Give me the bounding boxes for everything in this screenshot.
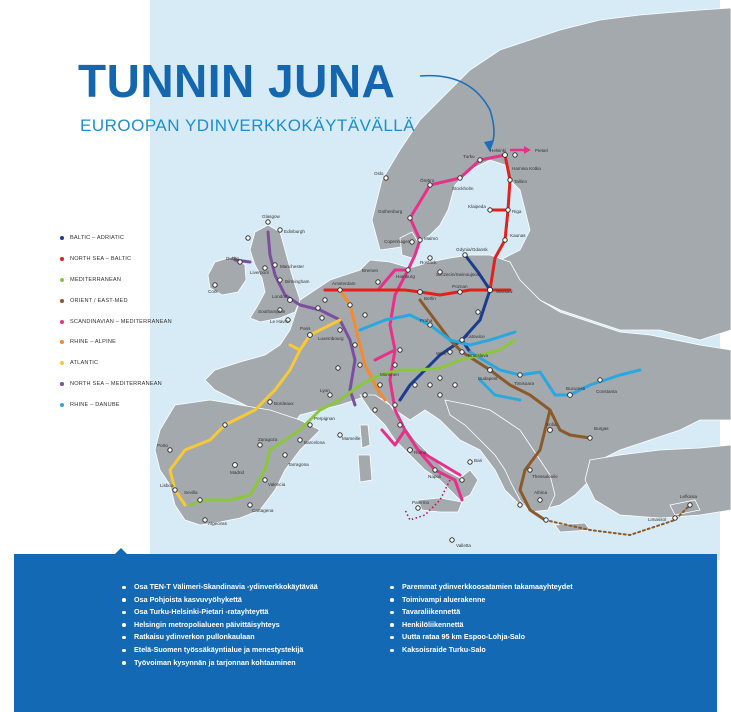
city-label-orebro: Örebro xyxy=(420,178,435,183)
city-node-bucuresti[interactable] xyxy=(568,393,573,398)
city-node-budapest[interactable] xyxy=(488,368,493,373)
city-node-helsinki[interactable] xyxy=(503,153,508,158)
city-node-dijon[interactable] xyxy=(336,366,340,370)
city-node-rotterdam[interactable] xyxy=(323,298,327,302)
city-label-napoli: Napoli xyxy=(428,474,442,479)
city-node-belfast[interactable] xyxy=(246,236,250,240)
legend-item xyxy=(60,290,172,311)
city-node-bordeaux[interactable] xyxy=(268,400,272,404)
benefits-panel xyxy=(14,554,717,712)
city-node-katowice[interactable] xyxy=(460,338,464,342)
city-label-timisoara: Timisoara xyxy=(514,381,534,386)
city-node-luxembourg[interactable] xyxy=(338,328,342,332)
city-node-algeciras[interactable] xyxy=(203,518,207,522)
city-label-lisboa: Lisboa xyxy=(160,483,174,488)
city-node-poznan[interactable] xyxy=(458,290,462,294)
city-node-burgas[interactable] xyxy=(588,436,592,440)
city-node-genova[interactable] xyxy=(373,408,377,412)
city-node-nurnberg[interactable] xyxy=(398,348,402,352)
city-label-bratislava: Bratislava xyxy=(468,353,489,358)
city-node-sofia[interactable] xyxy=(548,428,553,433)
city-node-lyon[interactable] xyxy=(328,393,332,397)
legend-dot xyxy=(60,382,64,386)
city-label-oslo: Oslo xyxy=(374,171,384,176)
city-label-tallinn: Tallinn xyxy=(514,179,528,184)
city-node-zagreb[interactable] xyxy=(453,383,457,387)
legend-label: ATLANTIC xyxy=(70,360,99,367)
city-node-birmingham[interactable] xyxy=(278,278,282,282)
city-label-roma: Roma xyxy=(414,450,427,455)
page-subtitle: EUROOPAN YDINVERKKOKÄYTÄVÄLLÄ xyxy=(80,116,416,135)
legend-item xyxy=(60,374,172,395)
city-label-burgas: Burgas xyxy=(594,426,609,431)
city-label-rostock: Rostock xyxy=(420,260,437,265)
list-item: Työvoiman kysynnän ja tarjonnan kohtaaminen xyxy=(122,657,318,670)
city-label-valletta: Valletta xyxy=(456,543,471,548)
city-label-wien: Wien xyxy=(436,351,447,356)
city-label-paris: Paris xyxy=(300,326,311,331)
city-node-copenhagen[interactable] xyxy=(410,240,414,244)
city-node-perpignan[interactable] xyxy=(308,423,312,427)
city-node-venezia[interactable] xyxy=(413,383,417,387)
city-label-gothenburg: Gothenburg xyxy=(378,209,403,214)
city-node-milano[interactable] xyxy=(378,383,382,387)
legend-label: NORTH SEA – MEDITERRANEAN xyxy=(70,380,162,387)
city-label-manchester: Manchester xyxy=(280,264,305,269)
city-label-praha: Praha xyxy=(420,318,433,323)
legend-label: MEDITERRANEAN xyxy=(70,276,122,283)
city-node-antwerpen[interactable] xyxy=(316,306,320,310)
city-node-bari[interactable] xyxy=(468,460,472,464)
list-item: Henkilöliikennettä xyxy=(390,619,573,632)
city-label-palermo: Palermo xyxy=(412,500,430,505)
city-label-birmingham: Birmingham xyxy=(285,279,310,284)
city-node-rijeka[interactable] xyxy=(438,393,442,397)
list-item: Osa Pohjoista kasvuvyöhykettä xyxy=(122,594,318,607)
city-node-oslo[interactable] xyxy=(384,176,388,180)
legend-label: BALTIC – ADRIATIC xyxy=(70,235,125,242)
city-node-patra[interactable] xyxy=(518,503,522,507)
city-node-wien[interactable] xyxy=(448,350,452,354)
list-item: Kaksoisraide Turku-Salo xyxy=(390,644,573,657)
city-node-roma[interactable] xyxy=(408,448,413,453)
city-label-cartagena: Cartagena xyxy=(252,508,274,513)
city-node-amsterdam[interactable] xyxy=(338,288,342,292)
city-label-sofia: Sofia xyxy=(546,422,557,427)
city-label-bucuresti: Bucuresti xyxy=(566,386,586,391)
city-node-koln[interactable] xyxy=(348,303,352,307)
city-node-brussel[interactable] xyxy=(320,316,324,320)
legend-item xyxy=(60,311,172,332)
legend-dot xyxy=(60,361,64,365)
city-node-trieste[interactable] xyxy=(428,383,432,387)
legend-dot xyxy=(60,278,64,282)
benefits-list-left xyxy=(122,581,318,669)
city-label-marseille: Marseille xyxy=(342,436,361,441)
city-label-edinburgh: Edinburgh xyxy=(284,229,305,234)
legend-dot xyxy=(60,320,64,324)
list-item: Toimivampi aluerakenne xyxy=(390,594,573,607)
city-label-tarragona: Tarragona xyxy=(288,462,309,467)
city-label-bari: Bari xyxy=(474,458,483,463)
city-label-liverpool: Liverpool xyxy=(250,270,269,275)
city-node-strasbourg[interactable] xyxy=(353,343,357,347)
list-item: Paremmat ydinverkkoosatamien takamaayhteydet xyxy=(390,581,573,594)
city-label-porto: Porto xyxy=(157,443,168,448)
city-label-turku: Turku xyxy=(463,154,475,159)
city-label-valencia: Valencia xyxy=(268,482,286,487)
city-label-szczecin: Szczecin/Swinoujscie xyxy=(436,272,480,277)
city-node-basel[interactable] xyxy=(358,363,362,367)
legend-label: RHINE – ALPINE xyxy=(70,339,117,346)
city-node-frankfurt[interactable] xyxy=(363,313,367,317)
city-label-bremen: Bremen xyxy=(362,268,379,273)
city-label-zaragoza: Zaragoza xyxy=(258,437,278,442)
list-item: Osa Turku-Helsinki-Pietari -ratayhteyttä xyxy=(122,606,318,619)
city-node-sevilla[interactable] xyxy=(198,498,202,502)
list-item: Helsingin metropolialueen päivittäisyhteys xyxy=(122,619,318,632)
city-label-gdynia: Gdynia/Gdansk xyxy=(456,247,488,252)
city-node-turku[interactable] xyxy=(478,158,482,162)
city-node-torino[interactable] xyxy=(363,393,367,397)
city-node-riga[interactable] xyxy=(506,208,510,212)
city-label-berlin: Berlin xyxy=(424,296,436,301)
city-node-constanta[interactable] xyxy=(598,378,602,382)
city-label-pietari: Pietari xyxy=(535,148,549,153)
city-node-bremen[interactable] xyxy=(376,280,380,284)
legend xyxy=(60,228,172,415)
city-node-praha[interactable] xyxy=(428,323,432,327)
city-node-bratislava[interactable] xyxy=(460,350,464,354)
city-label-hamburg: Hamburg xyxy=(396,274,415,279)
legend-dot xyxy=(60,257,64,261)
city-node-taranto[interactable] xyxy=(460,478,464,482)
list-item: Etelä-Suomen työssäkäyntialue ja menestystekijä xyxy=(122,644,318,657)
city-node-tarragona[interactable] xyxy=(283,453,287,457)
city-node-lefkosia[interactable] xyxy=(688,503,692,507)
city-label-bordeaux: Bordeaux xyxy=(274,401,294,406)
city-label-amsterdam: Amsterdam xyxy=(332,281,356,286)
city-node-munchen[interactable] xyxy=(393,363,397,367)
city-node-cork[interactable] xyxy=(213,283,217,287)
city-label-katowice: Katowice xyxy=(466,334,485,339)
city-node-hamina[interactable] xyxy=(513,153,517,157)
city-label-perpignan: Perpignan xyxy=(314,416,335,421)
city-node-cartagena[interactable] xyxy=(248,503,252,507)
city-label-klaipeda: Klaipeda xyxy=(468,204,486,209)
legend-label: RHINE – DANUBE xyxy=(70,401,120,408)
legend-item xyxy=(60,228,172,249)
city-label-madrid: Madrid xyxy=(230,470,245,475)
city-node-lodz[interactable] xyxy=(476,310,480,314)
city-node-warsaw[interactable] xyxy=(487,287,492,292)
list-item: Ratkaisu ydinverkon pullonkaulaan xyxy=(122,631,318,644)
city-node-valencia[interactable] xyxy=(263,478,267,482)
city-label-lefkosia: Lefkosia xyxy=(680,494,698,499)
legend-item xyxy=(60,353,172,374)
city-node-barcelona[interactable] xyxy=(298,438,302,442)
legend-dot xyxy=(60,236,64,240)
city-label-limassol: Limassol xyxy=(648,517,667,522)
legend-item xyxy=(60,332,172,353)
city-node-malmo[interactable] xyxy=(418,238,422,242)
city-label-riga: Riga xyxy=(512,209,522,214)
city-label-glasgow: Glasgow xyxy=(262,214,280,219)
city-node-klaipeda[interactable] xyxy=(488,208,492,212)
city-node-valletta[interactable] xyxy=(450,538,454,542)
legend-item xyxy=(60,394,172,415)
city-label-barcelona: Barcelona xyxy=(304,440,325,445)
city-label-budapest: Budapest xyxy=(478,376,498,381)
city-node-bologna[interactable] xyxy=(393,403,397,407)
city-label-constanta: Constanta xyxy=(596,389,617,394)
legend-label: ORIENT / EAST-MED xyxy=(70,297,128,304)
benefits-list-right xyxy=(390,581,573,657)
city-label-southampton: Southampton xyxy=(258,309,286,314)
city-label-poznan: Poznan xyxy=(452,284,468,289)
legend-dot xyxy=(60,340,64,344)
legend-item xyxy=(60,249,172,270)
city-node-berlin[interactable] xyxy=(418,290,423,295)
city-node-athina[interactable] xyxy=(538,498,542,502)
city-node-heraklion[interactable] xyxy=(544,518,548,522)
city-label-cork: Cork xyxy=(208,289,218,294)
city-label-luxembourg: Luxembourg xyxy=(318,336,344,341)
city-label-lehavre: Le Havre xyxy=(270,319,289,324)
city-node-ljubljana[interactable] xyxy=(438,376,442,380)
city-label-stockholm: Stockholm xyxy=(452,186,474,191)
city-node-glasgow[interactable] xyxy=(266,220,270,224)
legend-dot xyxy=(60,299,64,303)
city-node-lisboa[interactable] xyxy=(173,488,177,492)
list-item: Uutta rataa 95 km Espoo-Lohja-Salo xyxy=(390,631,573,644)
city-node-hamburg[interactable] xyxy=(406,268,410,272)
legend-dot xyxy=(60,403,64,407)
city-label-munchen: München xyxy=(380,372,399,377)
city-node-madrid[interactable] xyxy=(233,463,238,468)
city-label-athina: Athina xyxy=(534,490,548,495)
city-label-algeciras: Algeciras xyxy=(208,521,227,526)
city-label-copenhagen: Copenhagen xyxy=(384,239,411,244)
city-node-tallinn[interactable] xyxy=(508,178,512,182)
city-node-edinburgh[interactable] xyxy=(278,228,282,232)
list-item: Tavaraliikennettä xyxy=(390,606,573,619)
city-label-thessaloniki: Thessaloniki xyxy=(532,474,558,479)
city-node-zaragoza[interactable] xyxy=(258,443,262,447)
city-node-porto[interactable] xyxy=(168,448,172,452)
city-node-napoli[interactable] xyxy=(433,468,437,472)
city-node-stockholm[interactable] xyxy=(458,176,462,180)
city-node-limassol[interactable] xyxy=(673,516,677,520)
legend-item xyxy=(60,270,172,291)
city-node-firenze[interactable] xyxy=(398,423,402,427)
city-node-gothenburg[interactable] xyxy=(408,216,412,220)
list-item: Osa TEN-T Välimeri-Skandinavia -ydinverkkokäytävää xyxy=(122,581,318,594)
city-node-london[interactable] xyxy=(288,298,293,303)
city-label-dublin: Dublin xyxy=(226,256,240,261)
legend-label: NORTH SEA – BALTIC xyxy=(70,256,132,263)
legend-label: SCANDINAVIAN – MEDITERRANEAN xyxy=(70,318,172,325)
city-node-kaunas[interactable] xyxy=(503,238,507,242)
city-label-lyon: Lyon xyxy=(320,388,330,393)
city-label-sevilla: Sevilla xyxy=(184,490,198,495)
city-node-bilbao[interactable] xyxy=(223,423,227,427)
city-label-london: London xyxy=(272,294,288,299)
city-node-manchester[interactable] xyxy=(273,263,277,267)
city-node-palermo[interactable] xyxy=(416,506,420,510)
city-label-hamina: Hamina Kotka xyxy=(512,166,541,171)
page-title: TUNNIN JUNA xyxy=(78,55,396,107)
city-node-orebro[interactable] xyxy=(428,183,432,187)
city-node-gdynia[interactable] xyxy=(463,253,467,257)
city-node-paris[interactable] xyxy=(308,333,313,338)
city-label-warsaw: Warsaw xyxy=(496,289,513,294)
city-label-helsinki: Helsinki xyxy=(490,148,507,153)
city-label-malmo: Malmö xyxy=(424,236,438,241)
city-node-timisoara[interactable] xyxy=(518,373,522,377)
city-label-kaunas: Kaunas xyxy=(510,233,526,238)
city-node-thessaloniki[interactable] xyxy=(528,468,532,472)
